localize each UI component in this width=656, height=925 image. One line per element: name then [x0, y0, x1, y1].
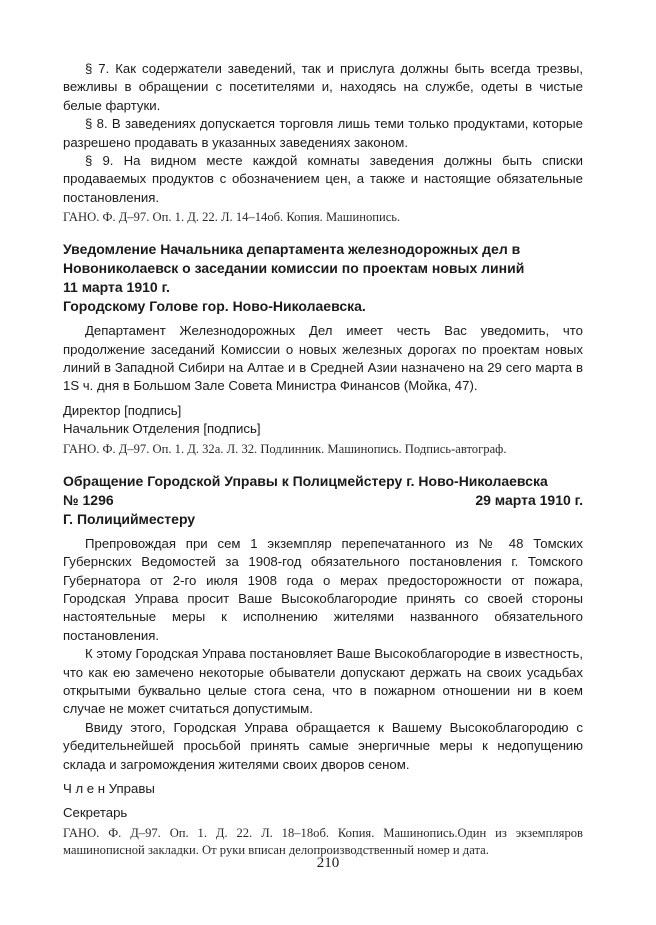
paragraph-7: § 7. Как содержатели заведений, так и прислуга должны быть всегда трезвы, вежливы в обращении с посетителями и, находясь на службе, одеты в чистые белые фартуки. — [63, 61, 583, 113]
section-notification — [63, 240, 583, 457]
body-paragraph: Ввиду этого, Городская Управа обращается к Вашему Высокоблагородию с убедительнейшей просьбой принять самые энергичные меры к недопущению склада и загромождения жителями своих дворов сеном. — [63, 719, 583, 772]
paragraph-8: § 8. В заведениях допускается торговля лишь теми только продуктами, которые разрешено продавать в указанных заведениях законом. — [63, 116, 583, 150]
signature-head: Начальник Отделения [подпись] — [63, 421, 261, 437]
body-paragraph: Препровождая при сем 1 экземпляр перепечатанного из № 48 Томских Губернских Ведомостей за 1908-год обязательного постановления г. Томского Губернатора от 2-го июля 1908 года о мерах предосторожности от пожара, Городская Управа просит Ваше Высокоблагородие принять со своей стороны настоятельные меры к исполнению жителями названного обязательного постановления. — [63, 535, 583, 643]
body-paragraph: К этому Городская Управа постановляет Ваше Высокоблагородие в известность, что как ею замечено некоторые обыватели допускают держать на своих усадьбах открытыми буквально целые стога сена, что в пожарном отношении ни в коем случае не может считаться допустимым. — [63, 646, 583, 717]
section-appeal — [63, 472, 583, 859]
document-title: Обращение Городской Управы к Полицмейстеру г. Ново-Николаевска — [63, 472, 548, 489]
document-title: Уведомление Начальника департамента железнодорожных дел в Новониколаевск о заседании комиссии по проектам новых линий — [63, 241, 525, 277]
addressee: Городскому Голове гор. Ново-Николаевска. — [63, 298, 366, 315]
number-date-row — [63, 491, 583, 510]
document-number: № 1296 — [63, 491, 114, 508]
body-paragraph: Департамент Железнодорожных Дел имеет честь Вас уведомить, что продолжение заседаний Комиссии о новых железных дорогах по проектам новых линий в Западной Сибири на Алтае и в Средней Азии назначено на 29 сего марта в 1S ч. дня в Большом Зале Совета Министра Финансов (Мойка, 47). — [63, 323, 583, 394]
signature-director: Директор [подпись] — [63, 402, 182, 418]
document-page — [63, 60, 583, 859]
signature-member: Ч л е н Управы — [63, 780, 155, 796]
document-date: 11 марта 1910 г. — [63, 279, 170, 296]
section-regulations — [63, 60, 583, 226]
page-number: 210 — [316, 855, 340, 871]
paragraph-9: § 9. На видном месте каждой комнаты заведения должны быть списки продаваемых продуктов с обозначением цен, а также и настоящие обязательные постановления. — [63, 153, 583, 205]
archive-citation: ГАНО. Ф. Д–97. Оп. 1. Д. 22. Л. 14–14об. Копия. Машинопись. — [63, 210, 401, 225]
addressee: Г. Полицийместеру — [63, 510, 196, 527]
archive-citation: ГАНО. Ф. Д–97. Оп. 1. Д. 32а. Л. 32. Подлинник. Машинопись. Подпись-автограф. — [63, 441, 507, 456]
signature-secretary: Секретарь — [63, 805, 128, 821]
document-date: 29 марта 1910 г. — [475, 491, 583, 508]
archive-citation: ГАНО. Ф. Д–97. Оп. 1. Д. 22. Л. 18–18об. Копия. Машинопись.Один из экземпляров машинописной закладки. От руки вписан делопроизводственный номер и дата. — [63, 825, 583, 857]
